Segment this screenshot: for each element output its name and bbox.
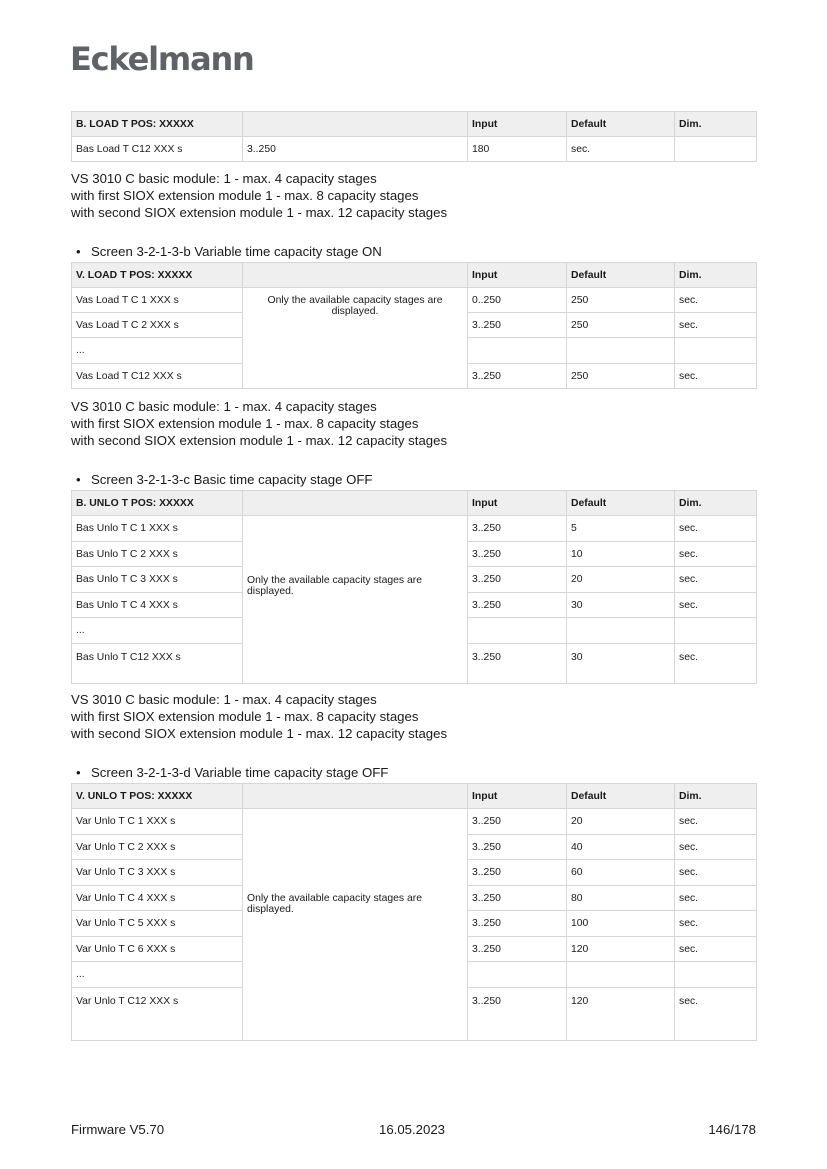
default-value: 20 <box>567 567 675 593</box>
capacity-stage-note <box>71 171 447 221</box>
note-line: with second SIOX extension module 1 - max. 12 capacity stages <box>71 204 448 220</box>
default-value: 120 <box>567 988 675 1041</box>
availability-note: Only the available capacity stages are displayed. <box>243 516 468 684</box>
parameter-name: Vas Load T C 2 XXX s <box>72 313 243 338</box>
header-cell: Default <box>567 263 675 288</box>
note-line: with second SIOX extension module 1 - max. 12 capacity stages <box>71 725 448 741</box>
bullet-icon: • <box>76 472 81 487</box>
input-range: 3..250 <box>468 988 567 1041</box>
default-value: 250 <box>567 313 675 338</box>
footer-date: 16.05.2023 <box>379 1122 446 1137</box>
availability-note: Only the available capacity stages are displayed. <box>243 288 468 389</box>
header-cell <box>243 784 468 809</box>
capacity-stage-note <box>71 692 447 742</box>
note-line: VS 3010 C basic module: 1 - max. 4 capacity stages <box>71 399 377 414</box>
input-range: 0..250 <box>468 288 567 313</box>
table-row <box>72 137 757 162</box>
default-value: 40 <box>567 835 675 860</box>
input-range: 3..250 <box>468 911 567 937</box>
parameter-name: Var Unlo T C 1 XXX s <box>72 809 243 835</box>
bullet-icon: • <box>76 765 81 780</box>
eckelmann-logo: Eckelmann <box>70 40 254 78</box>
header-cell: Dim. <box>675 263 757 288</box>
input-range: 3..250 <box>468 809 567 835</box>
note-line: with first SIOX extension module 1 - max. 8 capacity stages <box>71 708 419 724</box>
default-value: 250 <box>567 288 675 313</box>
parameter-name: Var Unlo T C12 XXX s <box>72 988 243 1041</box>
table-header-row <box>72 491 757 516</box>
table-header-row <box>72 112 757 137</box>
section-heading-variable-unload: • Screen 3-2-1-3-d Variable time capacity stage OFF <box>76 765 389 780</box>
input-range: 3..250 <box>468 313 567 338</box>
input-range <box>468 962 567 988</box>
header-cell: Input <box>468 784 567 809</box>
input-range: 3..250 <box>468 542 567 567</box>
dimension: sec. <box>675 886 757 911</box>
table-row <box>72 809 757 835</box>
header-cell <box>243 112 468 137</box>
header-cell: B. LOAD T POS: XXXXX <box>72 112 243 137</box>
header-cell: Input <box>468 263 567 288</box>
parameter-name: ... <box>72 962 243 988</box>
note-line: VS 3010 C basic module: 1 - max. 4 capacity stages <box>71 171 377 186</box>
header-cell: Input <box>468 112 567 137</box>
default-value <box>567 962 675 988</box>
footer-firmware-version: Firmware V5.70 <box>71 1122 165 1137</box>
dimension: sec. <box>675 288 757 313</box>
dimension: sec. <box>675 911 757 937</box>
header-cell: Default <box>567 491 675 516</box>
dimension: sec. <box>675 593 757 618</box>
header-cell: Default <box>567 112 675 137</box>
input-range: 3..250 <box>468 516 567 542</box>
note-line: with first SIOX extension module 1 - max. 8 capacity stages <box>71 187 419 203</box>
header-cell: Dim. <box>675 784 757 809</box>
parameter-name: Var Unlo T C 4 XXX s <box>72 886 243 911</box>
input-range: 3..250 <box>468 593 567 618</box>
dimension <box>675 338 757 364</box>
input-range: 3..250 <box>243 137 468 162</box>
input-value: 180 <box>468 137 567 162</box>
availability-note: Only the available capacity stages are displayed. <box>243 809 468 1041</box>
input-range <box>468 618 567 644</box>
parameter-name: Bas Unlo T C 1 XXX s <box>72 516 243 542</box>
basic-unload-time-table <box>71 490 757 684</box>
default-value <box>567 618 675 644</box>
default-value: 10 <box>567 542 675 567</box>
dimension: sec. <box>675 988 757 1041</box>
header-cell: V. LOAD T POS: XXXXX <box>72 263 243 288</box>
default-value: 20 <box>567 809 675 835</box>
footer-page-number: 146/178 <box>708 1122 756 1137</box>
parameter-name: Bas Load T C12 XXX s <box>72 137 243 162</box>
parameter-name: Var Unlo T C 2 XXX s <box>72 835 243 860</box>
default-value <box>567 338 675 364</box>
header-cell: V. UNLO T POS: XXXXX <box>72 784 243 809</box>
table-row <box>72 516 757 542</box>
note-line: with first SIOX extension module 1 - max. 8 capacity stages <box>71 415 419 431</box>
dimension <box>675 618 757 644</box>
table-header-row <box>72 263 757 288</box>
bullet-icon: • <box>76 244 81 259</box>
dimension: sec. <box>675 516 757 542</box>
section-heading-variable-load: • Screen 3-2-1-3-b Variable time capacity stage ON <box>76 244 382 259</box>
parameter-name: Vas Load T C12 XXX s <box>72 364 243 389</box>
parameter-name: Bas Unlo T C 2 XXX s <box>72 542 243 567</box>
dimension: sec. <box>675 835 757 860</box>
parameter-name: Var Unlo T C 5 XXX s <box>72 911 243 937</box>
parameter-name: Var Unlo T C 3 XXX s <box>72 860 243 886</box>
dimension: sec. <box>675 567 757 593</box>
default-value: 60 <box>567 860 675 886</box>
default-value: 80 <box>567 886 675 911</box>
input-range: 3..250 <box>468 364 567 389</box>
header-cell: Default <box>567 784 675 809</box>
default-value: 100 <box>567 911 675 937</box>
default-value: 30 <box>567 593 675 618</box>
dimension: sec. <box>675 937 757 962</box>
dimension: sec. <box>675 313 757 338</box>
default-value: 30 <box>567 644 675 684</box>
parameter-name: ... <box>72 618 243 644</box>
header-cell: Dim. <box>675 112 757 137</box>
parameter-name: Bas Unlo T C 3 XXX s <box>72 567 243 593</box>
dimension: sec. <box>675 364 757 389</box>
table-row <box>72 288 757 313</box>
input-range: 3..250 <box>468 835 567 860</box>
parameter-name: ... <box>72 338 243 364</box>
dimension: sec. <box>675 644 757 684</box>
parameter-name: Bas Unlo T C 4 XXX s <box>72 593 243 618</box>
input-range: 3..250 <box>468 886 567 911</box>
header-cell: B. UNLO T POS: XXXXX <box>72 491 243 516</box>
input-range: 3..250 <box>468 937 567 962</box>
variable-load-time-table <box>71 262 757 389</box>
input-range <box>468 338 567 364</box>
input-range: 3..250 <box>468 860 567 886</box>
header-cell <box>243 491 468 516</box>
dimension: sec. <box>675 809 757 835</box>
parameter-name: Vas Load T C 1 XXX s <box>72 288 243 313</box>
header-cell: Input <box>468 491 567 516</box>
basic-load-time-table <box>71 111 757 162</box>
note-line: VS 3010 C basic module: 1 - max. 4 capacity stages <box>71 692 377 707</box>
default-value: 5 <box>567 516 675 542</box>
header-cell: Dim. <box>675 491 757 516</box>
parameter-name: Var Unlo T C 6 XXX s <box>72 937 243 962</box>
capacity-stage-note <box>71 399 447 449</box>
table-header-row <box>72 784 757 809</box>
input-range: 3..250 <box>468 567 567 593</box>
section-heading-basic-unload: • Screen 3-2-1-3-c Basic time capacity stage OFF <box>76 472 373 487</box>
dimension: sec. <box>675 542 757 567</box>
header-cell <box>243 263 468 288</box>
dimension <box>675 962 757 988</box>
default-value: 250 <box>567 364 675 389</box>
parameter-name: Bas Unlo T C12 XXX s <box>72 644 243 684</box>
note-line: with second SIOX extension module 1 - max. 12 capacity stages <box>71 432 448 448</box>
dimension <box>675 137 757 162</box>
default-value: 120 <box>567 937 675 962</box>
dimension: sec. <box>675 860 757 886</box>
default-value: sec. <box>567 137 675 162</box>
input-range: 3..250 <box>468 644 567 684</box>
variable-unload-time-table <box>71 783 757 1041</box>
